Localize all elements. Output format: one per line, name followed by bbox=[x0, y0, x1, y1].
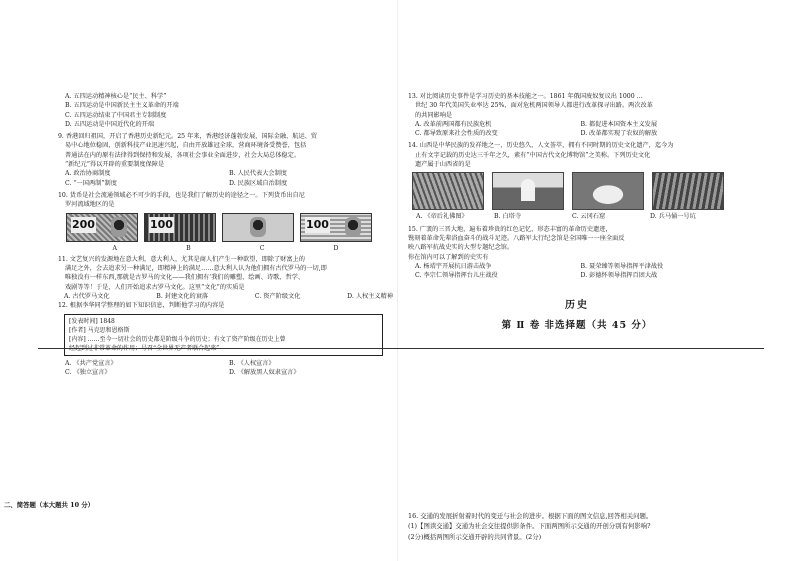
q11-option-b: B. 封建文化的衰落 bbox=[156, 293, 209, 301]
q15-line-1: 15. 广袤的三晋大地，遍布着珍贵的红色记忆，形态丰富的革命历史遗迹， bbox=[408, 225, 612, 233]
q13-options-row-2 bbox=[408, 129, 746, 138]
q8-option-a: A. 五四运动精神核心是“民主、科学” bbox=[65, 93, 167, 100]
q12-option-a: A. 《共产党宣言》 bbox=[65, 359, 117, 367]
right-column bbox=[408, 92, 746, 349]
q8-option-d: D. 五四运动是中国近代化的开端 bbox=[65, 120, 155, 128]
q14-option-c: C. 云冈石窟 bbox=[572, 213, 606, 221]
heritage-photos bbox=[412, 172, 746, 210]
q12-box-row-2: [作者] 马克思和恩格斯 bbox=[69, 326, 130, 334]
q11-option-c: C. 资产阶级文化 bbox=[254, 293, 301, 301]
q15-option-c: C. 李宗仁领导指挥台儿庄战役 bbox=[415, 272, 498, 280]
q13-option-a: A. 改革前两国都有民族危机 bbox=[415, 120, 492, 128]
q14-line-2: 止有文字记载的历史达三千年之久，素有“中国古代文化博物馆”之美称。下列历史文化 bbox=[415, 151, 651, 159]
q15-option-b: B. 聂荣臻等领导指挥平津战役 bbox=[580, 262, 664, 270]
currency-label-d: D bbox=[333, 244, 339, 252]
q9-option-d: D. 民族区域自治制度 bbox=[229, 179, 288, 187]
photo-a-relief bbox=[412, 172, 484, 210]
q15-line-3: 映八路军抗战史实的大型专题纪念馆。 bbox=[408, 244, 514, 252]
photo-d-terracotta bbox=[652, 172, 724, 210]
q14-option-b: B. 白塔寺 bbox=[494, 213, 522, 221]
q15-line-4: 你在馆内可以了解到的史实有 bbox=[408, 253, 489, 261]
currency-label-c: C bbox=[259, 244, 265, 252]
q13-option-b: B. 都促进本国资本主义发展 bbox=[580, 120, 658, 128]
q11-options bbox=[58, 292, 393, 301]
q13-option-c: C. 都导致原来社会性质的改变 bbox=[415, 130, 498, 138]
banknote-d: 100 bbox=[300, 213, 372, 242]
heritage-captions bbox=[416, 212, 746, 221]
q15-options-row-1 bbox=[408, 262, 746, 271]
currency-images bbox=[66, 213, 393, 242]
q9-line-3: 普通法在内的原有法律得到保持和发展，各项社会事业全面进步，社会大局总体稳定。 bbox=[65, 151, 301, 159]
q14-line-1: 14. 山西是中华民族的发祥地之一，历史悠久，人文荟萃，拥有不同时期的历史文化遗产，迄今为 bbox=[408, 142, 674, 150]
q12-box-row-1: [发表时间] 1848 bbox=[69, 317, 115, 325]
q14-option-a: A. 《帝后礼佛图》 bbox=[416, 213, 468, 221]
subject-title: 历史 bbox=[565, 300, 589, 312]
currency-label-b: B bbox=[186, 244, 191, 252]
q9-option-b: B. 人民代表大会制度 bbox=[229, 170, 287, 178]
q8-option-c: C. 五四运动结束了中国君主专制制度 bbox=[65, 111, 167, 119]
q15-option-a: A. 杨靖宇开展抗日游击战争 bbox=[415, 262, 492, 270]
q9-line-4: “新纪元”得以开辟的重要制度保障是 bbox=[65, 161, 165, 169]
q15-options-row-2 bbox=[408, 271, 746, 280]
q12-option-c: C. 《独立宣言》 bbox=[65, 368, 111, 376]
q14-option-d: D. 兵马俑一号坑 bbox=[650, 213, 696, 221]
photo-c-grottoes bbox=[572, 172, 644, 210]
q11-option-d: D. 人权主义精神 bbox=[347, 293, 393, 301]
section-divider bbox=[38, 348, 764, 349]
currency-labels bbox=[58, 244, 393, 253]
q10-line-1: 10. 货币是社会流通领域必不可少的手段，也是我们了解历史的途径之一。下列货币出自尼 bbox=[58, 191, 305, 199]
page-fold bbox=[397, 0, 398, 561]
q9-option-c: C. “一国两制”制度 bbox=[65, 179, 117, 187]
photo-b-white-pagoda bbox=[492, 172, 564, 210]
q13-option-d: D. 改革都实现了农奴的解放 bbox=[580, 130, 658, 138]
q15-line-2: 镌刻着革命先辈浴血奋斗的战斗足迹。八路军太行纪念馆是全国唯一一座全面反 bbox=[408, 234, 625, 242]
q14-line-3: 遗产属于山西省的是 bbox=[415, 161, 471, 169]
q11-option-a: A. 古代罗马文化 bbox=[64, 293, 110, 301]
q16-line-1: 16. 交通的发展折射着时代的变迁与社会的进步。根据下面的图文信息,回答相关问题。 bbox=[408, 512, 653, 520]
banknote-a: 200 bbox=[66, 213, 138, 242]
q9-line-2: 易中心地位稳固，创新科技产业迅速兴起，自由开放雄冠全球，营商环境备受赞誉，包括 bbox=[65, 142, 307, 150]
q12-option-d: D. 《解放黑人奴隶宣言》 bbox=[229, 368, 300, 376]
q12-box-row-4: 经起到过非常革命的作用；号召“全世界无产者联合起来” bbox=[69, 344, 220, 352]
q12-options-row-1 bbox=[58, 359, 393, 368]
section-wrap bbox=[408, 348, 746, 349]
q13-line-1: 13. 对比阅读历史事件是学习历史的基本技能之一。1861 年俄国废奴复议出 1000 … bbox=[408, 93, 643, 100]
q12-box-row-3: [内容] ……至今一切社会的历史都是阶级斗争的历史；有文了资产阶级在历史上曾 bbox=[69, 335, 286, 343]
q10-line-2: 罗河流域地区的是 bbox=[65, 201, 115, 209]
q11-line-4: 戏剧等等！于是，人们开始追求古罗马文化。这里“文化”的实质是 bbox=[65, 283, 245, 291]
q15-option-d: D. 彭德怀领导指挥百团大战 bbox=[580, 272, 658, 280]
part-title: 第 Ⅱ 卷 非选择题（共 45 分） bbox=[501, 320, 653, 332]
q12-line: 12. 根据李华同学整理的如下知识信息，判断他学习的内容是 bbox=[58, 302, 225, 310]
left-column bbox=[58, 92, 393, 377]
q9-line-1: 9. 香港回归祖国，开启了香港历史新纪元。25 年来，香港经济蓬勃发展，国际金融、航运、贸 bbox=[58, 133, 318, 141]
q11-line-3: 唯独没有一样东西,那就是古罗马的文化——我们拥有‘我们的雕塑、绘画、诗歌、哲学、 bbox=[65, 274, 305, 282]
q16-line-2: (1)【图读交通】交通为社会交往提供影条件。下面两图所示交通的开创分别有何影响? bbox=[408, 522, 651, 531]
q13-line-3: 的共同影响是 bbox=[415, 111, 453, 119]
q16-block bbox=[408, 511, 748, 542]
section-heading: 二、简答题（本大题共 10 分） bbox=[4, 501, 95, 509]
currency-label-a: A bbox=[112, 244, 117, 252]
q13-line-2: 世纪 30 年代美国失业率达 25%，面对危机两国领导人都进行改革探寻出路。两次改革 bbox=[415, 102, 653, 110]
q9-options-row-2 bbox=[58, 179, 393, 188]
q13-options-row-1 bbox=[408, 120, 746, 129]
q12-info-box bbox=[64, 314, 383, 356]
q11-line-1: 11. 文艺复兴的发源地在意大利，意大利人，尤其是商人们产生一种欲望，即除了财富上的 bbox=[58, 255, 305, 263]
q8-option-b: B. 五四运动是中国新民主主义革命的开端 bbox=[65, 102, 179, 110]
banknote-c bbox=[222, 213, 294, 242]
q12-option-b: B. 《人权宣言》 bbox=[229, 359, 275, 367]
q16-line-3: (2分)概括两图所示交通开辟的共同背景。(2分) bbox=[408, 532, 542, 541]
q9-options-row-1 bbox=[58, 169, 393, 178]
q9-option-a: A. 政治协商制度 bbox=[65, 170, 111, 178]
q12-options-row-2 bbox=[58, 368, 393, 377]
q11-line-2: 满足之外，会去追求另一种满足，即精神上的满足……意大利人认为他们拥有古代罗马的一切,即 bbox=[65, 265, 327, 273]
banknote-b: 100 bbox=[144, 213, 216, 242]
